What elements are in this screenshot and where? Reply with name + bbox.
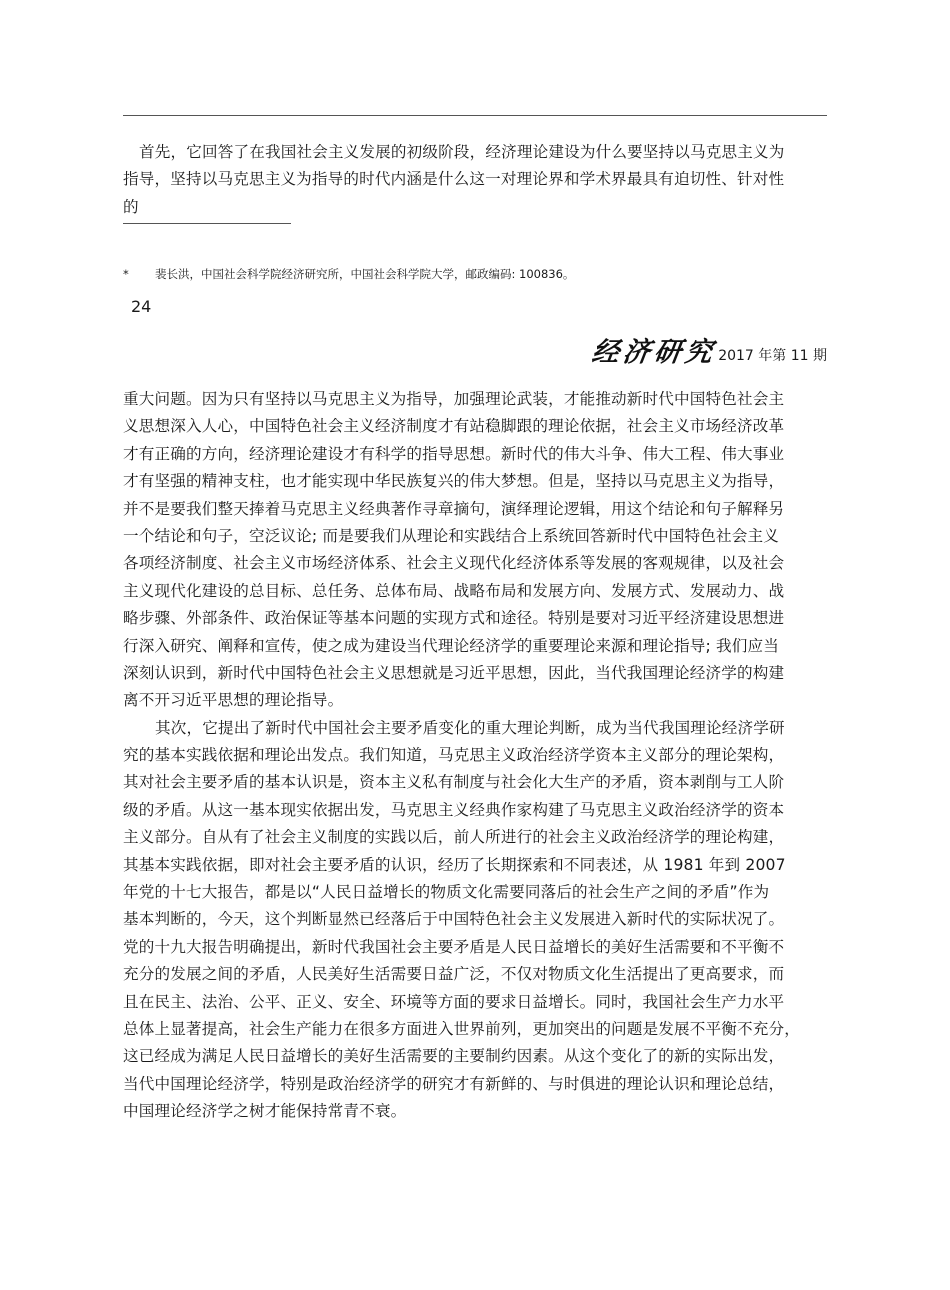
- text-line: 这已经成为满足人民日益增长的美好生活需要的主要制约因素。从这个变化了的新的实际出发，: [123, 1047, 785, 1066]
- text-line: 行深入研究、阐释和宣传，使之成为建设当代理论经济学的重要理论来源和理论指导; 我们应当: [123, 636, 780, 655]
- page-number: 24: [131, 297, 152, 316]
- header-rule: [123, 115, 827, 116]
- text-line: 深刻认识到，新时代中国特色社会主义思想就是习近平思想，因此，当代我国理论经济学的构建: [123, 663, 785, 682]
- paragraph-1: [123, 386, 827, 715]
- text-line: 各项经济制度、社会主义市场经济体系、社会主义现代化经济体系等发展的客观规律，以及社会: [123, 554, 785, 573]
- footnote: [123, 266, 574, 282]
- issue-info: 2017 年第 11 期: [718, 348, 827, 364]
- text-line: 充分的发展之间的矛盾，人民美好生活需要日益广泛，不仅对物质文化生活提出了更高要求，而: [123, 965, 785, 984]
- text-line: 其基本实践依据，即对社会主要矛盾的认识，经历了长期探索和不同表述，从 1981 年到 2007: [123, 855, 786, 874]
- footnote-text: 裴长洪，中国社会科学院经济研究所，中国社会科学院大学，邮政编码: 100836。: [155, 267, 575, 281]
- text-line: 年党的十七大报告，都是以“人民日益增长的物质文化需要同落后的社会生产之间的矛盾”作为: [123, 883, 770, 902]
- carryover-paragraph: [123, 139, 827, 221]
- text-line: 其次，它提出了新时代中国社会主要矛盾变化的重大理论判断，成为当代我国理论经济学研: [155, 718, 785, 737]
- footnote-mark: *: [123, 267, 129, 281]
- body-text: [123, 386, 827, 1126]
- text-line: 的: [123, 197, 139, 216]
- text-line: 并不是要我们整天捧着马克思主义经典著作寻章摘句，演绎理论逻辑，用这个结论和句子解释另: [123, 499, 785, 518]
- text-line: 首先，它回答了在我国社会主义发展的初级阶段，经济理论建设为什么要坚持以马克思主义为: [139, 143, 785, 161]
- text-line: 总体上显著提高，社会生产能力在很多方面进入世界前列，更加突出的问题是发展不平衡不充分，: [123, 1019, 800, 1038]
- footnote-rule: [123, 223, 291, 224]
- text-line: 才有坚强的精神支柱，也才能实现中华民族复兴的伟大梦想。但是，坚持以马克思主义为指导，: [123, 472, 785, 491]
- text-line: 一个结论和句子，空泛议论; 而是要我们从理论和实践结合上系统回答新时代中国特色社会主义: [123, 526, 780, 545]
- text-line: 略步骤、外部条件、政治保证等基本问题的实现方式和途径。特别是要对习近平经济建设思想进: [123, 609, 785, 628]
- text-line: 且在民主、法治、公平、正义、安全、环境等方面的要求日益增长。同时，我国社会生产力水平: [123, 992, 785, 1011]
- text-line: 主义现代化建设的总目标、总任务、总体布局、战略布局和发展方向、发展方式、发展动力、战: [123, 581, 785, 600]
- text-line: 基本判断的，今天，这个判断显然已经落后于中国特色社会主义发展进入新时代的实际状况了。: [123, 910, 785, 929]
- text-line: 党的十九大报告明确提出，新时代我国社会主要矛盾是人民日益增长的美好生活需要和不平衡不: [123, 937, 785, 956]
- text-line: 义思想深入人心，中国特色社会主义经济制度才有站稳脚跟的理论依据，社会主义市场经济改革: [123, 417, 785, 436]
- text-line: 离不开习近平思想的理论指导。: [123, 691, 344, 710]
- running-head: [592, 330, 827, 370]
- paragraph-2: [123, 715, 827, 1126]
- text-line: 重大问题。因为只有坚持以马克思主义为指导，加强理论武装，才能推动新时代中国特色社会主: [123, 390, 785, 408]
- journal-logo: 经济研究: [590, 337, 719, 368]
- text-line: 中国理论经济学之树才能保持常青不衰。: [123, 1102, 407, 1121]
- text-line: 当代中国理论经济学，特别是政治经济学的研究才有新鲜的、与时俱进的理论认识和理论总结，: [123, 1074, 785, 1093]
- text-line: 其对社会主要矛盾的基本认识是，资本主义私有制度与社会化大生产的矛盾，资本剥削与工人阶: [123, 773, 785, 792]
- text-line: 级的矛盾。从这一基本现实依据出发，马克思主义经典作家构建了马克思主义政治经济学的资本: [123, 800, 785, 819]
- text-line: 主义部分。自从有了社会主义制度的实践以后，前人所进行的社会主义政治经济学的理论构建，: [123, 828, 785, 847]
- text-line: 究的基本实践依据和理论出发点。我们知道，马克思主义政治经济学资本主义部分的理论架构，: [123, 746, 785, 765]
- text-line: 指导，坚持以马克思主义为指导的时代内涵是什么这一对理论界和学术界最具有迫切性、针对性: [123, 170, 785, 189]
- text-line: 才有正确的方向，经济理论建设才有科学的指导思想。新时代的伟大斗争、伟大工程、伟大事业: [123, 444, 785, 463]
